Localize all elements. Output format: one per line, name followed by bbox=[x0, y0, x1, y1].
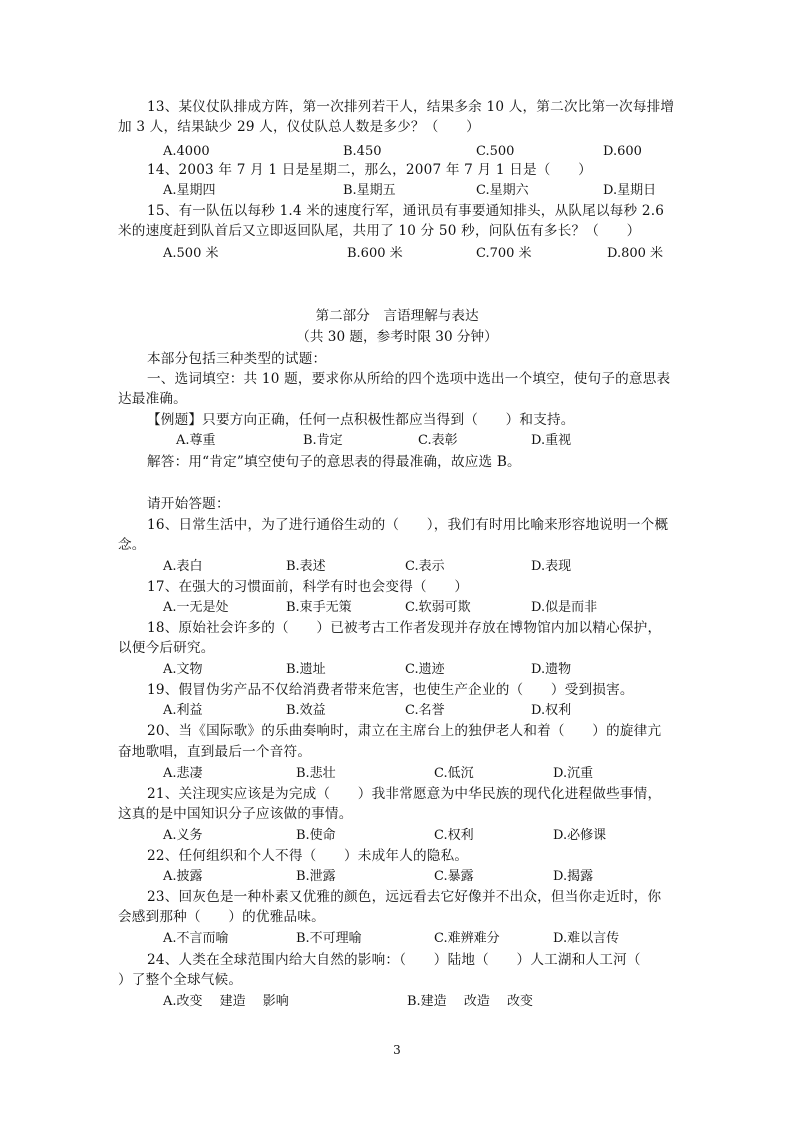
q16-option-c: C.表示 bbox=[405, 559, 445, 574]
q14-line1: 14、2003 年 7 月 1 日是星期二，那么，2007 年 7 月 1 日是（ ） bbox=[147, 162, 592, 178]
q23-option-a: A.不言而喻 bbox=[163, 931, 229, 946]
q16-option-d: D.表现 bbox=[531, 559, 572, 574]
q16-line1: 16、日常生活中，为了进行通俗生动的（ ），我们有时用比喻来形容地说明一个概 bbox=[147, 517, 669, 533]
q19-option-c: C.名誉 bbox=[405, 703, 445, 718]
q17-line1: 17、在强大的习惯面前，科学有时也会变得（ ） bbox=[147, 579, 469, 595]
q15-option-b: B.600 米 bbox=[347, 246, 403, 261]
q22-option-a: A.披露 bbox=[163, 869, 203, 884]
q22-line1: 22、任何组织和个人不得（ ）未成年人的隐私。 bbox=[147, 848, 469, 864]
q13-line2: 加 3 人，结果缺少 29 人，仪仗队总人数是多少？（ ） bbox=[118, 119, 480, 135]
q13-option-a: A.4000 bbox=[163, 144, 210, 159]
q20-option-d: D.沉重 bbox=[553, 766, 594, 781]
q17-option-c: C.软弱可欺 bbox=[405, 600, 471, 615]
q15-option-c: C.700 米 bbox=[476, 246, 532, 261]
q13-option-c: C.500 bbox=[476, 144, 515, 159]
q23-line1: 23、回灰色是一种朴素又优雅的颜色，远远看去它好像并不出众，但当你走近时，你 bbox=[147, 889, 662, 905]
q15-option-d: D.800 米 bbox=[607, 246, 664, 261]
example-option-b: B.肯定 bbox=[303, 433, 343, 448]
q24-option-a: A.改变 建造 影响 bbox=[163, 994, 289, 1009]
q21-option-b: B.使命 bbox=[296, 828, 336, 843]
q16-option-a: A.表白 bbox=[163, 559, 203, 574]
example-option-c: C.表彰 bbox=[418, 433, 458, 448]
q23-option-d: D.难以言传 bbox=[553, 931, 620, 946]
q19-line1: 19、假冒伪劣产品不仅给消费者带来危害，也使生产企业的（ ）受到损害。 bbox=[147, 682, 634, 698]
q14-option-c: C.星期六 bbox=[476, 183, 529, 198]
q16-option-b: B.表述 bbox=[286, 559, 326, 574]
q17-option-a: A.一无是处 bbox=[163, 600, 229, 615]
q22-option-b: B.泄露 bbox=[296, 869, 336, 884]
example-question: 【例题】只要方向正确，任何一点积极性都应当得到（ ）和支持。 bbox=[147, 412, 575, 428]
q15-option-a: A.500 米 bbox=[163, 246, 219, 261]
q17-option-b: B.束手无策 bbox=[286, 600, 352, 615]
q18-option-b: B.遗址 bbox=[286, 662, 326, 677]
q23-line2: 会感到那种（ ）的优雅品味。 bbox=[118, 909, 325, 925]
q20-option-a: A.悲凄 bbox=[163, 766, 203, 781]
section-intro: 本部分包括三种类型的试题： bbox=[147, 351, 327, 367]
example-option-d: D.重视 bbox=[531, 433, 572, 448]
start-prompt: 请开始答题： bbox=[147, 496, 230, 512]
q14-option-b: B.星期五 bbox=[343, 183, 396, 198]
q15-line1: 15、有一队伍以每秒 1.4 米的速度行军，通讯员有事要通知排头，从队尾以每秒 2.6 bbox=[147, 203, 665, 219]
q24-line2: ）了整个全球气候。 bbox=[118, 972, 243, 988]
example-answer: 解答：用“肯定”填空使句子的意思表的得最准确，故应选 B。 bbox=[147, 454, 521, 470]
q13-option-b: B.450 bbox=[343, 144, 382, 159]
q24-option-b: B.建造 改造 改变 bbox=[407, 994, 533, 1009]
page-number: 3 bbox=[393, 1043, 401, 1057]
q20-line1: 20、当《国际歌》的乐曲奏响时，肃立在主席台上的独伊老人和着（ ）的旋律亢 bbox=[147, 723, 662, 739]
q13-option-d: D.600 bbox=[603, 144, 642, 159]
q19-option-a: A.利益 bbox=[163, 703, 203, 718]
q20-line2: 奋地歌唱，直到最后一个音符。 bbox=[118, 744, 312, 760]
q21-option-d: D.必修课 bbox=[553, 828, 607, 843]
q21-line1: 21、关注现实应该是为完成（ ）我非常愿意为中华民族的现代化进程做些事情， bbox=[147, 786, 662, 802]
q14-option-a: A.星期四 bbox=[163, 183, 216, 198]
section-title: 第二部分 言语理解与表达 bbox=[315, 308, 479, 324]
q18-option-a: A.文物 bbox=[163, 662, 203, 677]
q23-option-b: B.不可理喻 bbox=[296, 931, 362, 946]
q19-option-b: B.效益 bbox=[286, 703, 326, 718]
q21-option-a: A.义务 bbox=[163, 828, 203, 843]
q22-option-c: C.暴露 bbox=[434, 869, 474, 884]
q14-option-d: D.星期日 bbox=[603, 183, 657, 198]
example-option-a: A.尊重 bbox=[176, 433, 216, 448]
part1-line1: 一、选词填空：共 10 题，要求你从所给的四个选项中选出一个填空，使句子的意思表 bbox=[147, 371, 671, 387]
q18-option-d: D.遗物 bbox=[531, 662, 572, 677]
q24-line1: 24、人类在全球范围内给大自然的影响：（ ）陆地（ ）人工湖和人工河（ bbox=[147, 952, 641, 968]
part1-line2: 达最准确。 bbox=[118, 391, 187, 407]
section-subtitle: （共 30 题，参考时限 30 分钟） bbox=[296, 329, 498, 345]
q20-option-b: B.悲壮 bbox=[296, 766, 336, 781]
q20-option-c: C.低沉 bbox=[434, 766, 474, 781]
q21-option-c: C.权利 bbox=[434, 828, 474, 843]
q22-option-d: D.揭露 bbox=[553, 869, 594, 884]
q13-line1: 13、某仪仗队排成方阵，第一次排列若干人，结果多余 10 人，第二次比第一次每排增 bbox=[147, 99, 675, 115]
q16-line2: 念。 bbox=[118, 537, 146, 553]
q15-line2: 米的速度赶到队首后又立即返回队尾，共用了 10 分 50 秒，问队伍有多长？（ ） bbox=[118, 223, 641, 239]
q17-option-d: D.似是而非 bbox=[531, 600, 598, 615]
q21-line2: 这真的是中国知识分子应该做的事情。 bbox=[118, 806, 353, 822]
q18-line2: 以便今后研究。 bbox=[118, 640, 215, 656]
q18-line1: 18、原始社会许多的（ ）已被考古工作者发现并存放在博物馆内加以精心保护， bbox=[147, 620, 662, 636]
q18-option-c: C.遗迹 bbox=[405, 662, 445, 677]
q23-option-c: C.难辨难分 bbox=[434, 931, 500, 946]
q19-option-d: D.权利 bbox=[531, 703, 572, 718]
